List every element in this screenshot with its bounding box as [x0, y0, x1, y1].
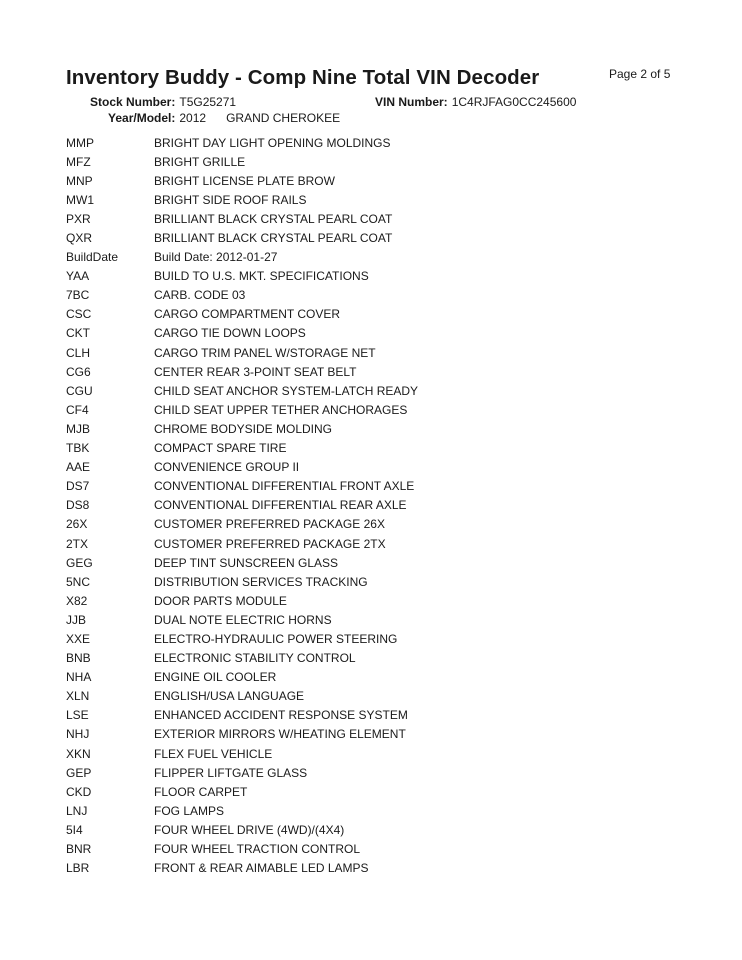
option-description: Build Date: 2012-01-27	[154, 250, 278, 265]
option-code: 5NC	[66, 574, 91, 589]
option-description: ENHANCED ACCIDENT RESPONSE SYSTEM	[154, 708, 408, 723]
option-description: DISTRIBUTION SERVICES TRACKING	[154, 574, 368, 589]
option-description: BRIGHT GRILLE	[154, 154, 246, 169]
option-description: FOUR WHEEL TRACTION CONTROL	[154, 842, 361, 857]
vin-number-field	[375, 95, 576, 109]
year-model-field	[108, 111, 340, 125]
option-description: CHROME BODYSIDE MOLDING	[154, 421, 333, 436]
list-item	[66, 839, 418, 858]
option-description: BUILD TO U.S. MKT. SPECIFICATIONS	[154, 269, 369, 284]
option-code: XKN	[66, 746, 91, 761]
list-item	[66, 610, 418, 629]
list-item	[66, 267, 418, 286]
list-item	[66, 534, 418, 553]
list-item	[66, 419, 418, 438]
option-description: DEEP TINT SUNSCREEN GLASS	[154, 555, 339, 570]
list-item	[66, 286, 418, 305]
option-description: CENTER REAR 3-POINT SEAT BELT	[154, 364, 357, 379]
list-item	[66, 668, 418, 687]
option-description: CARGO TIE DOWN LOOPS	[154, 326, 306, 341]
vin-number-value: 1C4RJFAG0CC245600	[451, 95, 577, 109]
option-code: MNP	[66, 173, 93, 188]
list-item	[66, 248, 418, 267]
list-item	[66, 515, 418, 534]
list-item	[66, 496, 418, 515]
option-code: MMP	[66, 135, 94, 150]
option-code: 2TX	[66, 536, 89, 551]
list-item	[66, 629, 418, 648]
list-item	[66, 763, 418, 782]
option-code: CF4	[66, 402, 89, 417]
list-item	[66, 190, 418, 209]
option-code: CKT	[66, 326, 90, 341]
list-item	[66, 228, 418, 247]
vin-number-label: VIN Number:	[375, 95, 448, 109]
list-item	[66, 553, 418, 572]
option-description: CARGO TRIM PANEL W/STORAGE NET	[154, 345, 376, 360]
option-code: BNR	[66, 842, 92, 857]
option-description: EXTERIOR MIRRORS W/HEATING ELEMENT	[154, 727, 406, 742]
option-description: CHILD SEAT UPPER TETHER ANCHORAGES	[154, 402, 408, 417]
option-code: YAA	[66, 269, 90, 284]
list-item	[66, 171, 418, 190]
option-code: CKD	[66, 784, 92, 799]
option-code-list	[66, 133, 418, 878]
option-code: JJB	[66, 612, 87, 627]
option-code: CG6	[66, 364, 91, 379]
option-description: DOOR PARTS MODULE	[154, 593, 287, 608]
list-item	[66, 305, 418, 324]
option-code: LBR	[66, 861, 90, 876]
option-description: CHILD SEAT ANCHOR SYSTEM-LATCH READY	[154, 383, 419, 398]
option-description: DUAL NOTE ELECTRIC HORNS	[154, 612, 332, 627]
model-value: GRAND CHEROKEE	[226, 111, 341, 125]
option-code: NHJ	[66, 727, 90, 742]
option-code: CLH	[66, 345, 91, 360]
stock-number-label: Stock Number:	[90, 95, 176, 109]
option-description: FOUR WHEEL DRIVE (4WD)/(4X4)	[154, 822, 345, 837]
option-description: BRIGHT LICENSE PLATE BROW	[154, 173, 335, 188]
list-item	[66, 725, 418, 744]
option-description: FLOOR CARPET	[154, 784, 248, 799]
option-description: ELECTRO-HYDRAULIC POWER STEERING	[154, 631, 398, 646]
list-item	[66, 591, 418, 610]
option-code: LSE	[66, 708, 89, 723]
option-code: BNB	[66, 651, 91, 666]
list-item	[66, 152, 418, 171]
list-item	[66, 381, 418, 400]
option-code: DS7	[66, 479, 90, 494]
option-description: COMPACT SPARE TIRE	[154, 441, 287, 456]
option-description: FRONT & REAR AIMABLE LED LAMPS	[154, 861, 369, 876]
option-description: ENGLISH/USA LANGUAGE	[154, 689, 305, 704]
list-item	[66, 782, 418, 801]
option-description: ENGINE OIL COOLER	[154, 670, 277, 685]
option-code: MW1	[66, 192, 94, 207]
option-description: BRIGHT DAY LIGHT OPENING MOLDINGS	[154, 135, 391, 150]
option-code: 5I4	[66, 822, 83, 837]
year-value: 2012	[179, 111, 207, 125]
option-code: XXE	[66, 631, 91, 646]
list-item	[66, 706, 418, 725]
option-description: FOG LAMPS	[154, 803, 225, 818]
list-item	[66, 477, 418, 496]
list-item	[66, 324, 418, 343]
stock-number-field	[90, 95, 236, 109]
page-title: Inventory Buddy - Comp Nine Total VIN Decoder	[66, 66, 540, 89]
option-code: NHA	[66, 670, 92, 685]
list-item	[66, 209, 418, 228]
option-code: CGU	[66, 383, 93, 398]
option-code: MFZ	[66, 154, 91, 169]
option-code: TBK	[66, 441, 90, 456]
list-item	[66, 687, 418, 706]
option-code: 26X	[66, 517, 88, 532]
option-description: BRIGHT SIDE ROOF RAILS	[154, 192, 307, 207]
option-code: QXR	[66, 231, 93, 246]
option-description: CUSTOMER PREFERRED PACKAGE 2TX	[154, 536, 386, 551]
option-code: CSC	[66, 307, 92, 322]
option-description: CONVENIENCE GROUP II	[154, 460, 300, 475]
option-description: FLEX FUEL VEHICLE	[154, 746, 273, 761]
option-description: CONVENTIONAL DIFFERENTIAL REAR AXLE	[154, 498, 407, 513]
option-description: FLIPPER LIFTGATE GLASS	[154, 765, 308, 780]
list-item	[66, 400, 418, 419]
option-code: GEP	[66, 765, 92, 780]
list-item	[66, 859, 418, 878]
option-code: AAE	[66, 460, 91, 475]
option-code: PXR	[66, 211, 91, 226]
stock-number-value: T5G25271	[179, 95, 237, 109]
option-description: CARGO COMPARTMENT COVER	[154, 307, 341, 322]
list-item	[66, 572, 418, 591]
option-code: MJB	[66, 421, 90, 436]
list-item	[66, 362, 418, 381]
list-item	[66, 133, 418, 152]
list-item	[66, 458, 418, 477]
list-item	[66, 820, 418, 839]
option-code: DS8	[66, 498, 90, 513]
list-item	[66, 343, 418, 362]
option-description: CONVENTIONAL DIFFERENTIAL FRONT AXLE	[154, 479, 415, 494]
option-code: XLN	[66, 689, 90, 704]
list-item	[66, 439, 418, 458]
option-code: GEG	[66, 555, 93, 570]
year-model-label: Year/Model:	[108, 111, 176, 125]
option-code: BuildDate	[66, 250, 119, 265]
option-description: CARB. CODE 03	[154, 288, 246, 303]
option-code: 7BC	[66, 288, 90, 303]
option-description: ELECTRONIC STABILITY CONTROL	[154, 651, 356, 666]
list-item	[66, 801, 418, 820]
list-item	[66, 744, 418, 763]
option-code: X82	[66, 593, 88, 608]
list-item	[66, 649, 418, 668]
option-description: BRILLIANT BLACK CRYSTAL PEARL COAT	[154, 231, 393, 246]
option-code: LNJ	[66, 803, 88, 818]
option-description: BRILLIANT BLACK CRYSTAL PEARL COAT	[154, 211, 393, 226]
option-description: CUSTOMER PREFERRED PACKAGE 26X	[154, 517, 385, 532]
page-number: Page 2 of 5	[609, 67, 671, 81]
